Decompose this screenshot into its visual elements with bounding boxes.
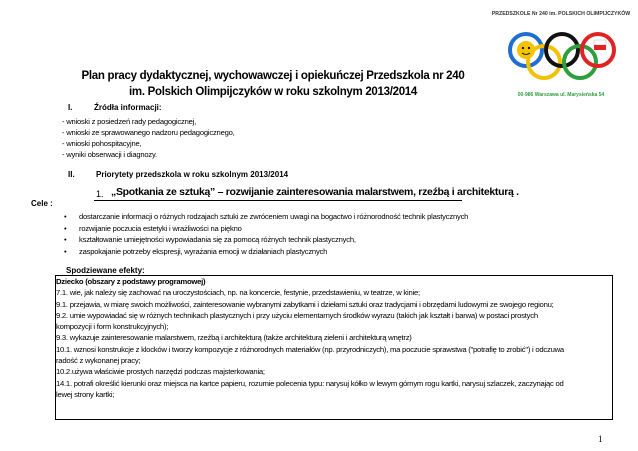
section-2-heading xyxy=(68,170,288,179)
bullet-icon: • xyxy=(64,212,67,221)
bullet-icon: • xyxy=(64,246,67,256)
expected-effects-label: Spodziewane efekty: xyxy=(66,266,145,275)
title-line-1: Plan pracy dydaktycznej, wychowawczej i opiekuńczej Przedszkola nr 240 xyxy=(81,70,465,82)
effect-line: kompozycji i form konstrukcyjnych); xyxy=(56,322,169,332)
section-2-number: II. xyxy=(68,170,75,179)
title-line-2: im. Polskich Olimpijczyków w roku szkolnym 2013/2014 xyxy=(129,86,417,98)
logo-top-text: PRZEDSZKOLE Nr 240 im. POLSKICH OLIMPIJCZYKÓW xyxy=(491,11,631,17)
effect-line: 9.2. umie wypowiadać się w różnych technikach plastycznych i przy użyciu elementarnych środków wyrazu (takich jak kształt i barwa) w postaci prostych xyxy=(56,310,538,320)
goal-item: • rozwijanie poczucia estetyki i wrażliwości na piękno xyxy=(64,223,242,233)
priority-underline xyxy=(94,200,462,201)
goals-list xyxy=(64,211,468,257)
polish-flag-icon xyxy=(594,40,606,50)
effect-line: radość z wykonanej pracy; xyxy=(56,356,141,366)
source-item: - wyniki obserwacji i diagnozy. xyxy=(62,150,157,159)
priority-title: „Spotkania ze sztuką” – rozwijanie zainteresowania malarstwem, rzeźbą i architekturą . xyxy=(111,186,519,198)
logo-bottom-text: 00-986 Warszawa ul. Marysieńska 54 xyxy=(517,92,605,98)
effect-line: 14.1. potrafi określić kierunki oraz miejsca na kartce papieru, rozumie polecenia typu: narysuj kółko w lewym górnym rogu kartki, narysuj szlaczek, zaczynając od xyxy=(56,378,564,388)
sources-list xyxy=(62,116,235,160)
ring-black xyxy=(546,34,578,66)
effect-line: lewej strony kartki; xyxy=(56,389,115,399)
box-heading: Dziecko (obszary z podstawy programowej) xyxy=(56,277,206,286)
section-2-title: Priorytety przedszkola w roku szkolnym 2013/2014 xyxy=(96,170,289,179)
priority-number: 1. xyxy=(96,189,104,199)
section-1-heading xyxy=(68,103,162,112)
bullet-icon: • xyxy=(64,235,67,244)
effect-line: 10.2.używa właściwie prostych narzędzi podczas majsterkowania; xyxy=(56,367,265,377)
effect-line: 9.3. wykazuje zainteresowanie malarstwem, rzeźbą i architekturą (także architekturą zieleni i architekturą wnętrz) xyxy=(56,333,412,343)
page-number: 1 xyxy=(598,434,603,444)
source-item: - wnioski pohospitacyjne, xyxy=(62,139,142,148)
goal-item: • zaspokajanie potrzeby ekspresji, wyrażania emocji w działaniach plastycznych xyxy=(64,246,328,256)
effect-line: 10.1. wznosi konstrukcje z klocków i tworzy kompozycje z różnorodnych materiałów (np. przyrodniczych), ma poczucie sprawstwa ("potrafię to zrobić") i odczuwa xyxy=(56,344,564,354)
effect-line: 9.1. przejawia, w miarę swoich możliwości, zainteresowanie wybranymi zabytkami i dziełami sztuki oraz tradycjami i obrzędami ludowymi ze swojego regionu; xyxy=(56,299,554,309)
effect-line: 7.1. wie, jak należy się zachować na uroczystościach, np. na koncercie, festynie, przedstawieniu, w teatrze, w kinie; xyxy=(56,288,420,298)
source-item: - wnioski z posiedzeń rady pedagogicznej, xyxy=(62,117,197,126)
goals-label: Cele : xyxy=(31,199,53,208)
document-title xyxy=(40,68,506,100)
section-1-title: Źródła informacji: xyxy=(94,103,162,112)
ring-green xyxy=(564,46,596,78)
goal-item: • kształtowanie umiejętności wypowiadania się za pomocą różnych technik plastycznych, xyxy=(64,235,356,244)
bullet-icon: • xyxy=(64,223,67,233)
source-item: - wnioski ze sprawowanego nadzoru pedagogicznego, xyxy=(62,128,235,137)
preschool-logo xyxy=(486,6,636,104)
expected-effects-content xyxy=(56,276,612,400)
sun-mascot-icon xyxy=(517,41,535,59)
goal-item: • dostarczanie informacji o różnych rodzajach sztuki ze zwróceniem uwagi na bogactwo i różnorodność technik plastycznych xyxy=(64,212,469,221)
section-1-number: I. xyxy=(68,103,73,112)
